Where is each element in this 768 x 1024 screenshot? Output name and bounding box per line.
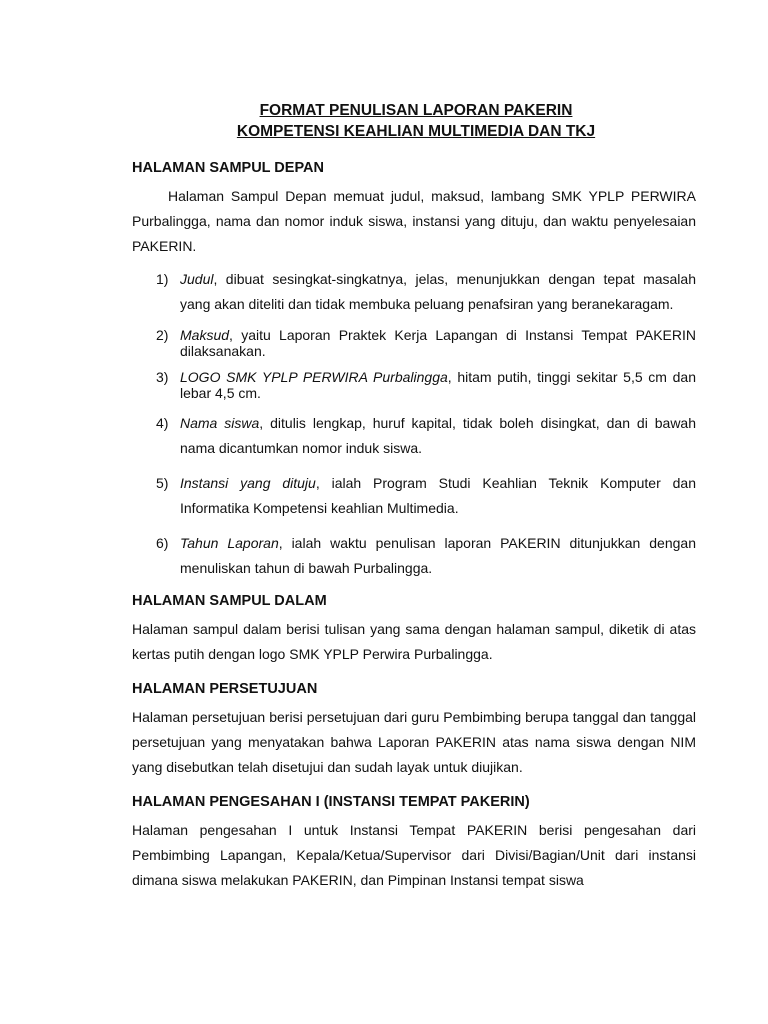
- section-heading: HALAMAN SAMPUL DALAM: [132, 593, 327, 609]
- list-item: [132, 411, 696, 461]
- list-item: [132, 327, 696, 359]
- list-number: 3): [156, 369, 169, 385]
- section-body: Halaman persetujuan berisi persetujuan dari guru Pembimbing berupa tanggal dan tanggal persetujuan yang menyatakan bahwa Laporan PAKERIN atas nama siswa dengan NIM yang disebutkan telah disetujui dan sudah layak untuk diujikan.: [132, 709, 696, 775]
- list-text: , hitam putih, tinggi sekitar 5,5 cm dan lebar 4,5 cm.: [180, 369, 696, 401]
- section-sampul-depan: [132, 158, 696, 581]
- list-number: 4): [156, 415, 169, 431]
- list-term: Tahun Laporan: [180, 535, 279, 551]
- sampul-depan-list: [132, 267, 696, 581]
- list-term: Judul: [180, 271, 214, 287]
- list-number: 5): [156, 475, 169, 491]
- list-term: Maksud: [180, 327, 230, 343]
- list-term: LOGO SMK YPLP PERWIRA Purbalingga: [180, 369, 448, 385]
- list-item: [132, 267, 696, 317]
- document-title: [132, 100, 696, 142]
- title-line-1: FORMAT PENULISAN LAPORAN PAKERIN: [259, 102, 573, 119]
- section-body: Halaman pengesahan I untuk Instansi Tempat PAKERIN berisi pengesahan dari Pembimbing Lapangan, Kepala/Ketua/Supervisor dari Divisi/Bagian/Unit dari instansi dimana siswa melakukan PAKERIN, dan Pimpinan Instansi tempat siswa: [132, 822, 696, 888]
- section-heading: HALAMAN SAMPUL DEPAN: [132, 160, 324, 176]
- list-number: 2): [156, 327, 169, 343]
- list-item: [132, 471, 696, 521]
- list-text: , ialah waktu penulisan laporan PAKERIN ditunjukkan dengan menuliskan tahun di bawah Purbalingga.: [180, 535, 696, 576]
- list-text: , ditulis lengkap, huruf kapital, tidak boleh disingkat, dan di bawah nama dicantumkan nomor induk siswa.: [180, 415, 696, 456]
- list-term: Instansi yang dituju: [180, 475, 316, 491]
- section-heading: HALAMAN PENGESAHAN I (INSTANSI TEMPAT PAKERIN): [132, 794, 530, 810]
- list-number: 6): [156, 535, 169, 551]
- section-body: Halaman sampul dalam berisi tulisan yang sama dengan halaman sampul, diketik di atas kertas putih dengan logo SMK YPLP Perwira Purbalingga.: [132, 621, 696, 662]
- list-text: , ialah Program Studi Keahlian Teknik Komputer dan Informatika Kompetensi keahlian Multimedia.: [180, 475, 696, 516]
- title-line-2: KOMPETENSI KEAHLIAN MULTIMEDIA DAN TKJ: [236, 123, 596, 140]
- list-term: Nama siswa: [180, 415, 260, 431]
- section-heading: HALAMAN PERSETUJUAN: [132, 681, 318, 697]
- section-persetujuan: [132, 679, 696, 780]
- list-number: 1): [156, 271, 169, 287]
- section-pengesahan: [132, 792, 696, 893]
- list-text: , yaitu Laporan Praktek Kerja Lapangan di Instansi Tempat PAKERIN dilaksanakan.: [180, 327, 696, 359]
- list-item: [132, 369, 696, 401]
- list-text: , dibuat sesingkat-singkatnya, jelas, menunjukkan dengan tepat masalah yang akan diteliti dan tidak membuka peluang penafsiran yang beranekaragam.: [180, 271, 696, 312]
- section-intro: Halaman Sampul Depan memuat judul, maksud, lambang SMK YPLP PERWIRA Purbalingga, nama dan nomor induk siswa, instansi yang dituju, dan waktu penyelesaian PAKERIN.: [132, 188, 696, 254]
- section-sampul-dalam: [132, 591, 696, 667]
- list-item: [132, 531, 696, 581]
